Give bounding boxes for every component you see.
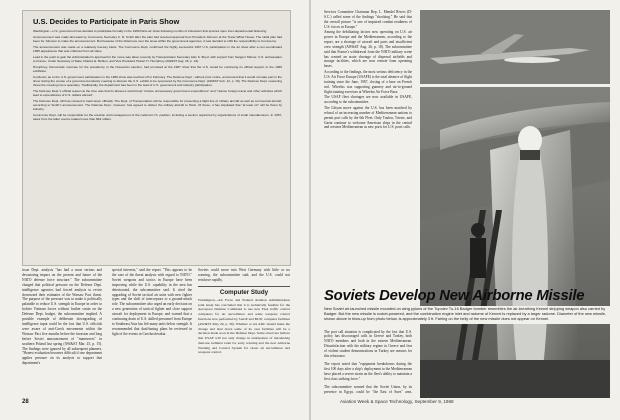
box-paragraph: The Defense Dept. still has refused to back down officially. The Dept. of Transportation will be responsible for presenting a flight line of military aircraft as well as commercial aircraft, according to Smith's announcement. The Defense Dept., however, has agreed to deliver the military aircraft to Paris. Of these, it has stipulated that "at least six" will be flown by industry. [33,99,282,111]
headline: Soviets Develop New Airborne Missile [324,288,585,304]
column-paragraph: The port call situation is complicated by the fact that U.S. policy has discouraged calls in Greece and Turkey, both NATO members and both in the eastern Mediterranean. Dissatisfaction with the military regime in Greece and fear of violent student demonstrations in Turkey are reasons for this reluctance. [324,329,412,358]
photo-caption: New Soviet air-launched missile mounted on wing pylons of the Tupolev Tu-16 Badger bomber resembles the air-breathing Kennel stripping weapon also carried by Badger. But the new missile is rocket-powered, and the combination engine inlet and radome of Kennel is replaced by a larger radome. Diameter of the new missile, shown above in blow-up from photo below, is approximately 3 ft. Fairing on the belly of the new missile does not appear on Kennel. [324,306,610,324]
computer-study-text: Washington—Air Force and Federal Aviation Administration joint study has concluded that it is technically feasible for the Aerospace Defense Command to use new FAA traffic control computers for air surveillance and some weapons control functions now performed by SAGE and BUIC computer facilities (AW&ST May 20, p. 30). Whether or not ADC should make the change and shut down some of its own facilities will be a decision made soon in the Defense Dept. Some observers believe that USAF will not only change in anticipation of introducing dual-use terminal radar for early warning and the new Airborne Warning and Control System for closer air surveillance and weapons control. [198,297,290,355]
box-paragraph: Washington—U.S. government has decided to participate formally in the 1969 Paris air show following months of indecision that spurred open inter-departmental bickering. [33,29,267,33]
box-paragraph: Commerce Dept. will be responsible for the erection and management of the national U.S. pavilion, including a section organized by organizations of small manufacturers. In 1967, sales from the latter source totaled more than $19 million. [33,113,282,121]
box-paragraph: Humphrey, Democratic nominee for the presidency in the November election, had promised at the 1967 show that the U.S. would be continuing its official support to the 1969 exhibition. [33,65,282,73]
box-paragraph: Confusion as to the U.S. government participation in the 1969 show was touched off in February. The Defense Dept., without prior notice, announced that it would not take part in the show during the course of a government-industry meeting to discuss the U.S. exhibit to be sponsored by the Commerce Dept. (AW&ST Feb. 12, p. 19). The Defense Dept. reasoning threw the meeting into a quandary. Traditionally, the department has been in the lead of U.S. government and industry participation. [33,75,282,87]
article-column-3 [198,268,290,386]
column-text: special interests," said the report. "This appears to be the case of the threat analysis with regard to NATO." Soviet weapons and tactics in Europe have been improving while the U.S. capability in the area has deteriorated, the subcommittee said. It cited the upgrading of Soviet tactical air units with new fighter types and the shift of interceptors to a ground-attack role. The subcommittee also urged an early decision on a new generation of tactical fighter and close support aircraft for deployment in Europe, and warned that a continuing drain of U.S. skilled personnel from Europe to Southeast Asia has left many units below strength. It recommended that dual-basing plans be reviewed in light of the events in Czechoslovakia. [112,268,192,336]
column-text: Soviets could move into West Germany with little or no warning, the subcommittee said, and the U.S. could not reinforce rapidly. [198,268,290,282]
box-paragraph: The announcement was made on a relatively low-key basis. The Commerce Dept. confirmed the highly successful 1967 U.S. participation in the air show after a non-coordinated 1965 appearance that was criticized from all sides. [33,45,282,53]
column-paragraph: Among the debilitating factors now operating on U.S. air power in Europe and the Mediterranean, according to the report, are a shortage of aircraft and parts and insufficient crew strength (AW&ST Aug. 26, p. 18). The subcommittee said that France's withdrawal from the NATO military scene has created an acute shortage of dispersal airfields and storage facilities, which are now remote from operating bases. [324,30,412,69]
column-paragraph: The subcommittee warned that the Soviet Union, by its presence in Egypt, could be "the East of Suez" area, [324,385,412,394]
sidebar-box [22,10,291,266]
column-paragraph: The Libyan move against the U.S. has been matched by refusal of an increasing number of Mediterranean nations to permit port calls by the 6th Fleet. Only Toulon, Trieste, and Gaeta continue to welcome American ships in the central and western Mediterranean as new ports for U.S. ports calls. [324,106,412,130]
article-column-right-continued [324,326,412,394]
bomber-missile-photo [420,10,610,398]
column-text: issue Dept. analysis "has had a most serious and devastating impact on the present and future of the NATO defense force structure." The subcommittee charged that political pressure on the Defense Dept. intelligence agencies had forced analysts to revise downward their estimates of the Warsaw Pact threat. The purpose of the pressure was to make it politically palatable to reduce U.S. strength in Europe in order to bolster Vietnam forces without further strain on the Defense Dept. budget, the subcommittee implied. A possible example of deliberate downgrading of intelligence input could be the fact that U.S. officials were aware of anti-Czech movements within the Warsaw Pact five months before the invasion and long before Soviet announcement of "maneuvers" in southern Poland last spring (AW&ST Mar. 25, p. 15). The findings were ignored by all subsequent planners. "Honest evaluation becomes difficult if one department applies pressure on its analysts to support that department's [22,268,102,366]
box-paragraph: The Defense Dept.'s official reason at the time was that its absence would help "reduce unnecessary government expenditures" and "reduce foreign travel and other activities which lead to expenditures of U.S. dollars abroad". [33,89,282,97]
column-paragraph: Services Committee Chairman Rep. L. Mendel Rivers (D-S.C.) called some of the findings "shocking." He said that the overall picture "is one of impaired combat readiness of U.S. forces in Europe." [324,10,412,29]
article-column-1 [22,268,102,386]
column-paragraph: The report noted that "equipment breakdowns during the first 100 days after a ship's deployment to the Mediterranean have placed a severe strain on the fleet's ability to maintain a first class striking force." [324,362,412,381]
article-column-2 [112,268,192,386]
article-column-right [324,10,412,292]
box-paragraph: Announcement was made last week by Commerce Secretary C. R. Smith after the plan had received approval from President Johnson at the Texas White House. The initial plan had been for Johnson to make the announcement. But because of the bitterness over the issue within the government agencies, it was decided to shift the responsibility to Commerce. [33,35,282,43]
box-title: U.S. Decides to Participate in Paris Show [33,17,180,26]
page-number: 28 [22,399,29,405]
computer-study-title: Computer Study [219,288,269,296]
photo-graphic [420,10,610,398]
page-gutter [309,0,311,420]
divider [198,286,290,287]
column-paragraph: The USAF fleet shortages are now available in USAFE, according to the subcommittee. [324,95,412,105]
magazine-footer: Aviation Week & Space Technology, September 9, 1968 [340,399,454,404]
box-text [23,29,290,121]
column-paragraph: According to the findings, the most serious deficiency in the U.S. Air Force Europe (USAFE) is the total absence of flight training since the June, 1967, closing of a base on French soil. Wheelus was supporting gunnery and air-to-ground flight training exercises at Wheelus Air Force Base. [324,70,412,94]
box-paragraph: Lead in the push to gain the Administration's approval for the move was taken recently by Transportation Secretary Alan S. Boyd, with support from Sargent Shriver, U.S. ambassador to France; Under Secretary of State Charles E. Bohlen, and Vice President Hubert H. Humphrey (AW&ST Aug. 26, p. 22). [33,55,282,63]
